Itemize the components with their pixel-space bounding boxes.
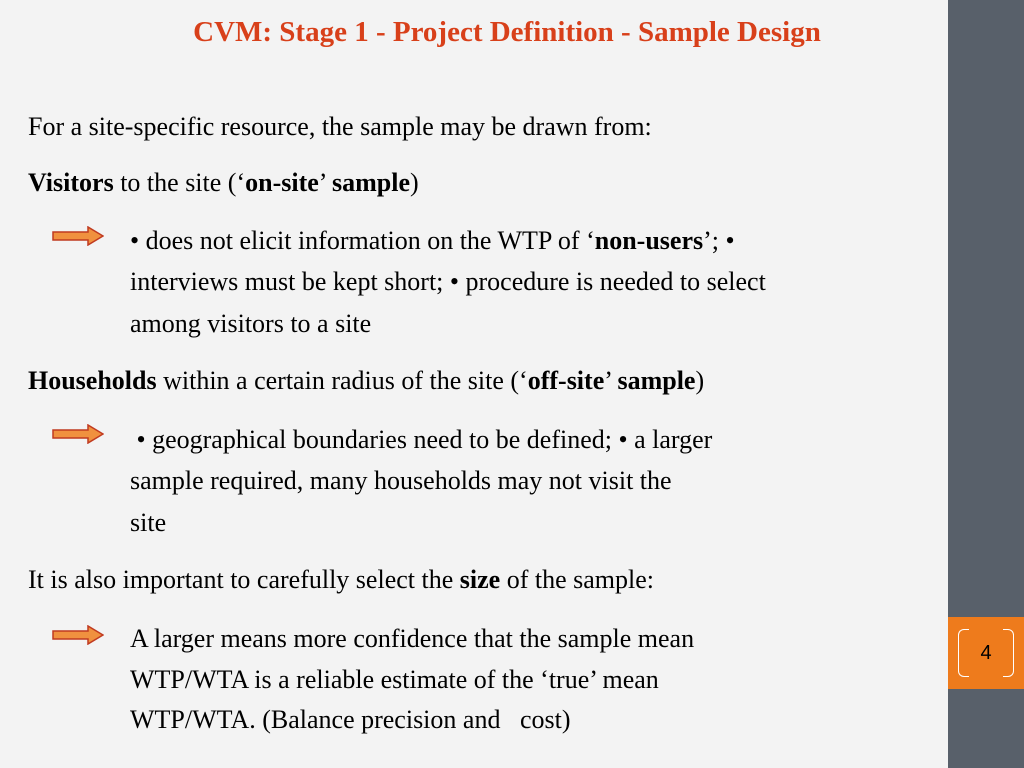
households-heading bbox=[28, 366, 704, 396]
households-text-2: ’ bbox=[604, 366, 618, 395]
page-number-box bbox=[948, 617, 1024, 689]
households-text-3: ) bbox=[695, 366, 705, 395]
offsite-term: off-site bbox=[527, 366, 605, 395]
visitors-bullet-line-2: interviews must be kept short; • procedure is needed to select bbox=[130, 267, 766, 296]
page-number-brackets bbox=[958, 629, 1014, 677]
visitors-text-2: ’ bbox=[318, 168, 333, 197]
arrow-right-icon bbox=[52, 625, 104, 645]
arrow-right-icon bbox=[52, 424, 104, 444]
households-label: Households bbox=[28, 366, 157, 395]
size-term: size bbox=[459, 565, 501, 594]
visitors-bullet-1a: • does not elicit information on the WTP of ‘ bbox=[130, 226, 595, 255]
page-number: 4 bbox=[980, 641, 992, 664]
households-text-1: within a certain radius of the site (‘ bbox=[156, 366, 528, 395]
households-bullet-line-3: site bbox=[130, 508, 167, 537]
visitors-sample-term: sample bbox=[332, 168, 411, 197]
size-bullet-line-1: A larger means more confidence that the sample mean bbox=[130, 624, 695, 653]
onsite-term: on-site bbox=[245, 168, 319, 197]
visitors-text-3: ) bbox=[410, 168, 419, 197]
size-heading bbox=[28, 565, 654, 595]
visitors-text-1: to the site (‘ bbox=[113, 168, 246, 197]
visitors-heading bbox=[28, 168, 419, 198]
visitors-bullet-line-1 bbox=[130, 226, 735, 256]
households-bullet-line-1: • geographical boundaries need to be defined; • a larger bbox=[130, 425, 713, 454]
arrow-right-icon bbox=[52, 226, 104, 246]
visitors-bullet-line-3: among visitors to a site bbox=[130, 309, 372, 338]
visitors-bullet-1c: ’; • bbox=[703, 226, 735, 255]
households-sample-term: sample bbox=[617, 366, 696, 395]
size-text-1: It is also important to carefully select the bbox=[28, 565, 460, 594]
households-bullet-line-2: sample required, many households may not visit the bbox=[130, 466, 672, 495]
size-bullet-line-2: WTP/WTA is a reliable estimate of the ‘true’ mean bbox=[130, 665, 659, 694]
slide-title: CVM: Stage 1 - Project Definition - Sample Design bbox=[193, 16, 821, 48]
visitors-label: Visitors bbox=[28, 168, 114, 197]
nonusers-term: non-users bbox=[594, 226, 704, 255]
size-text-2: of the sample: bbox=[500, 565, 654, 594]
size-bullet-line-3: WTP/WTA. (Balance precision and cost) bbox=[130, 705, 571, 734]
intro-text: For a site-specific resource, the sample may be drawn from: bbox=[28, 112, 652, 141]
